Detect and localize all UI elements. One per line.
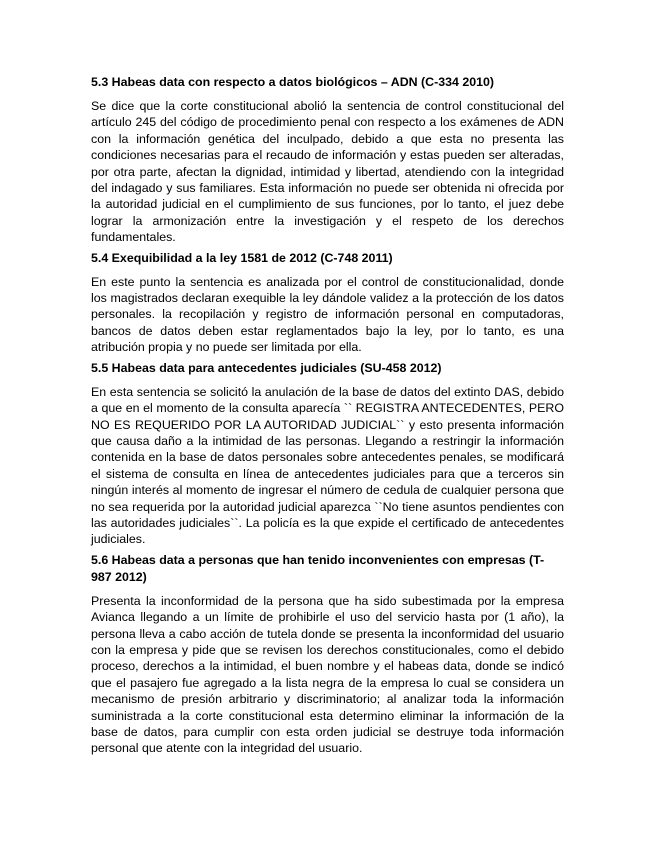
section-5-3 bbox=[91, 74, 564, 246]
section-heading: 5.3 Habeas data con respecto a datos biológicos – ADN (C-334 2010) bbox=[91, 75, 495, 89]
section-5-6 bbox=[91, 552, 564, 757]
section-paragraph: Se dice que la corte constitucional abolió la sentencia de control constitucional del artículo 245 del código de procedimiento penal con respecto a los exámenes de ADN con la información genética del inculpado, debido a que esta no presenta las condiciones necesarias para el recaudo de información y estas pueden ser alteradas, por otra parte, afectan la dignidad, intimidad y libertad, atendiendo con la integridad del indagado y sus familiares. Esta información no puede ser obtenida ni ofrecida por la autoridad judicial en el cumplimiento de sus funciones, por lo tanto, el juez debe lograr la armonización entre la investigación y el respeto de los derechos fundamentales. bbox=[91, 99, 564, 245]
section-heading: 5.5 Habeas data para antecedentes judiciales (SU-458 2012) bbox=[91, 360, 442, 375]
section-paragraph: Presenta la inconformidad de la persona que ha sido subestimada por la empresa Avianca llegando a un límite de prohibirle el uso del servicio hasta por (1 año), la persona lleva a cabo acción de tutela donde se presenta la inconformidad del usuario con la empresa y pide que se revisen los derechos constitucionales, como el debido proceso, derechos a la intimidad, el buen nombre y el habeas data, donde se indicó que el pasajero fue agregado a la lista negra de la empresa lo cual se considera un mecanismo de presión arbitrario y discriminatorio; al analizar toda la información suministrada a la corte constitucional esta determino eliminar la información de la base de datos, para cumplir con esta orden judicial se destruye toda información personal que atente con la integridad del usuario. bbox=[91, 593, 564, 756]
document-page bbox=[91, 74, 564, 761]
section-5-4 bbox=[91, 250, 564, 356]
section-heading: 5.4 Exequibilidad a la ley 1581 de 2012 (C-748 2011) bbox=[91, 250, 393, 265]
section-heading: 5.6 Habeas data a personas que han tenido inconvenientes con empresas (T-987 2012) bbox=[91, 552, 545, 584]
section-5-5 bbox=[91, 360, 564, 548]
section-paragraph: En este punto la sentencia es analizada por el control de constitucionalidad, donde los magistrados declaran exequible la ley dándole validez a la protección de los datos personales. la recopilación y registro de información personal en computadoras, bancos de datos deben estar reglamentados bajo la ley, por lo tanto, es una atribución propia y no puede ser limitada por ella. bbox=[91, 274, 564, 355]
section-paragraph: En esta sentencia se solicitó la anulación de la base de datos del extinto DAS, debido a que en el momento de la consulta aparecía `` REGISTRA ANTECEDENTES, PERO NO ES REQUERIDO POR LA AUTORIDAD JUDICIAL`` y esto presenta información que causa daño a la intimidad de las personas. Llegando a restringir la información contenida en la base de datos personales sobre antecedentes penales, se modificará el sistema de consulta en línea de antecedentes judiciales para que a terceros sin ningún interés al momento de ingresar el número de cedula de cualquier persona que no sea requerida por la autoridad judicial aparezca ``No tiene asuntos pendientes con las autoridades judiciales``. La policía es la que expide el certificado de antecedentes judiciales. bbox=[91, 384, 564, 547]
